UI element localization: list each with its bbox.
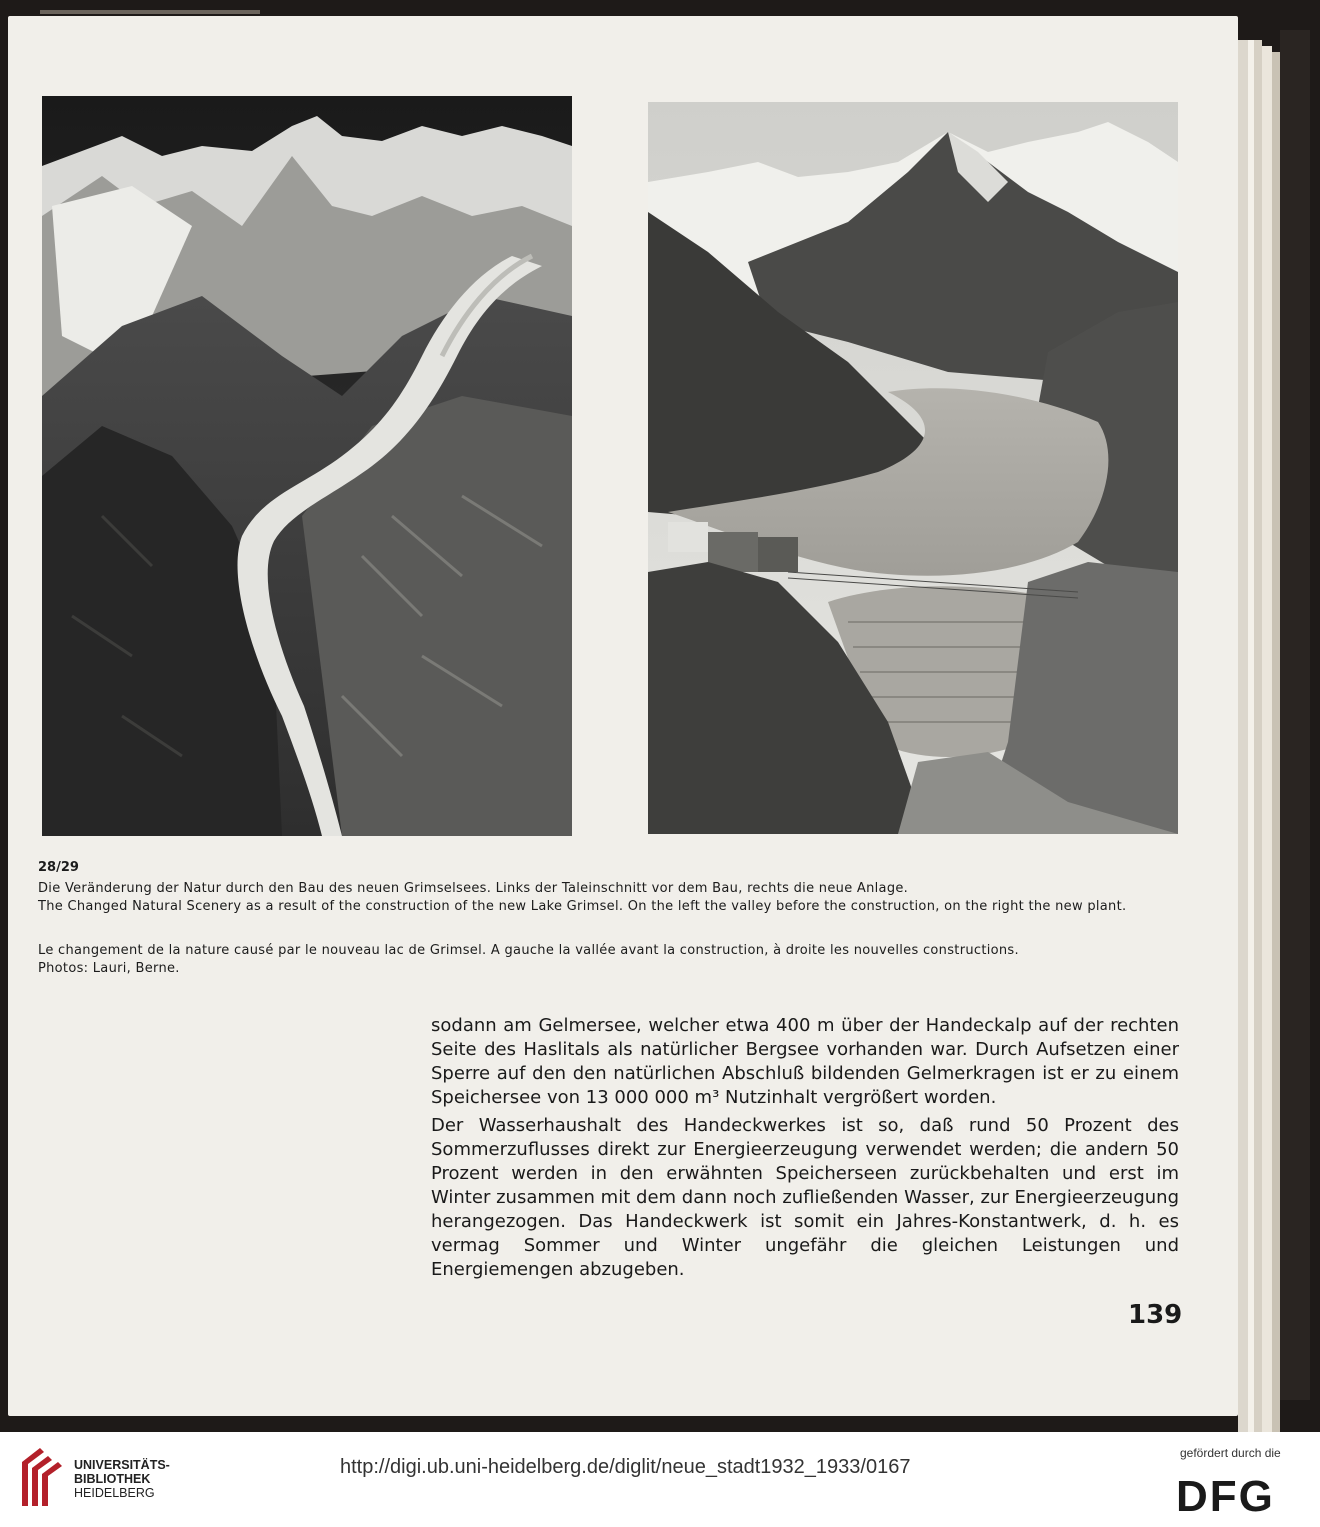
body-paragraph: Der Wasserhaushalt des Handeckwerkes ist so, daß rund 50 Prozent des Sommerzuflusses direkt zur Energieerzeugung verwendet werden; die andern 50 Prozent werden in den erwähnten Speicherseen zurückbehalten und erst im Winter zusammen mit dem dann noch zufließenden Wasser, zur Energieerzeugung herangezogen. Das Handeckwerk ist somit ein Jahres-Konstantwerk, d. h. es vermag Sommer und Winter ungefähr die gleichen Leistungen und Energiemengen abzugeben.: [431, 1115, 1179, 1280]
library-name-line: BIBLIOTHEK: [74, 1472, 151, 1486]
scan-top-rule: [40, 10, 260, 14]
page-number: 139: [1128, 1300, 1183, 1330]
library-name-line: UNIVERSITÄTS-: [74, 1458, 170, 1472]
book-binding: [1280, 30, 1310, 1400]
photo-dam-after: [648, 102, 1178, 834]
viewer-footer: [0, 1432, 1320, 1527]
caption-english: The Changed Natural Scenery as a result of the construction of the new Lake Grimsel. On the left the valley before the construction, on the right the new plant.: [38, 899, 1127, 914]
library-name: [74, 1458, 170, 1500]
funding-note: gefördert durch die: [1180, 1446, 1281, 1460]
page-edge: [1238, 40, 1248, 1489]
university-library-logo-icon: [18, 1444, 70, 1510]
library-name-line: HEIDELBERG: [74, 1486, 155, 1500]
body-text: [431, 1014, 1179, 1286]
page-edge: [1272, 52, 1280, 1477]
page-edge: [1262, 46, 1272, 1483]
dfg-logo: DFG: [1176, 1472, 1275, 1521]
photo-valley-before: [42, 96, 572, 836]
caption-german: Die Veränderung der Natur durch den Bau des neuen Grimselsees. Links der Taleinschnitt vor dem Bau, rechts die neue Anlage.: [38, 881, 909, 896]
page-edge: [1254, 40, 1262, 1489]
figure-number: 28/29: [38, 860, 79, 875]
caption-french: Le changement de la nature causé par le nouveau lac de Grimsel. A gauche la vallée avant la construction, à droite les nouvelles constructions.: [38, 943, 1019, 958]
permalink-url[interactable]: http://digi.ub.uni-heidelberg.de/diglit/neue_stadt1932_1933/0167: [340, 1456, 911, 1478]
photo-credit: Photos: Lauri, Berne.: [38, 961, 180, 976]
body-paragraph: sodann am Gelmersee, welcher etwa 400 m über der Handeckalp auf der rechten Seite des Haslitals als natürlicher Bergsee vorhanden war. Durch Aufsetzen einer Sperre auf den den natürlichen Abschluß bildenden Gelmerkragen ist er zu einem Speichersee von 13 000 000 m³ Nutzinhalt vergrößert worden.: [431, 1015, 1179, 1108]
